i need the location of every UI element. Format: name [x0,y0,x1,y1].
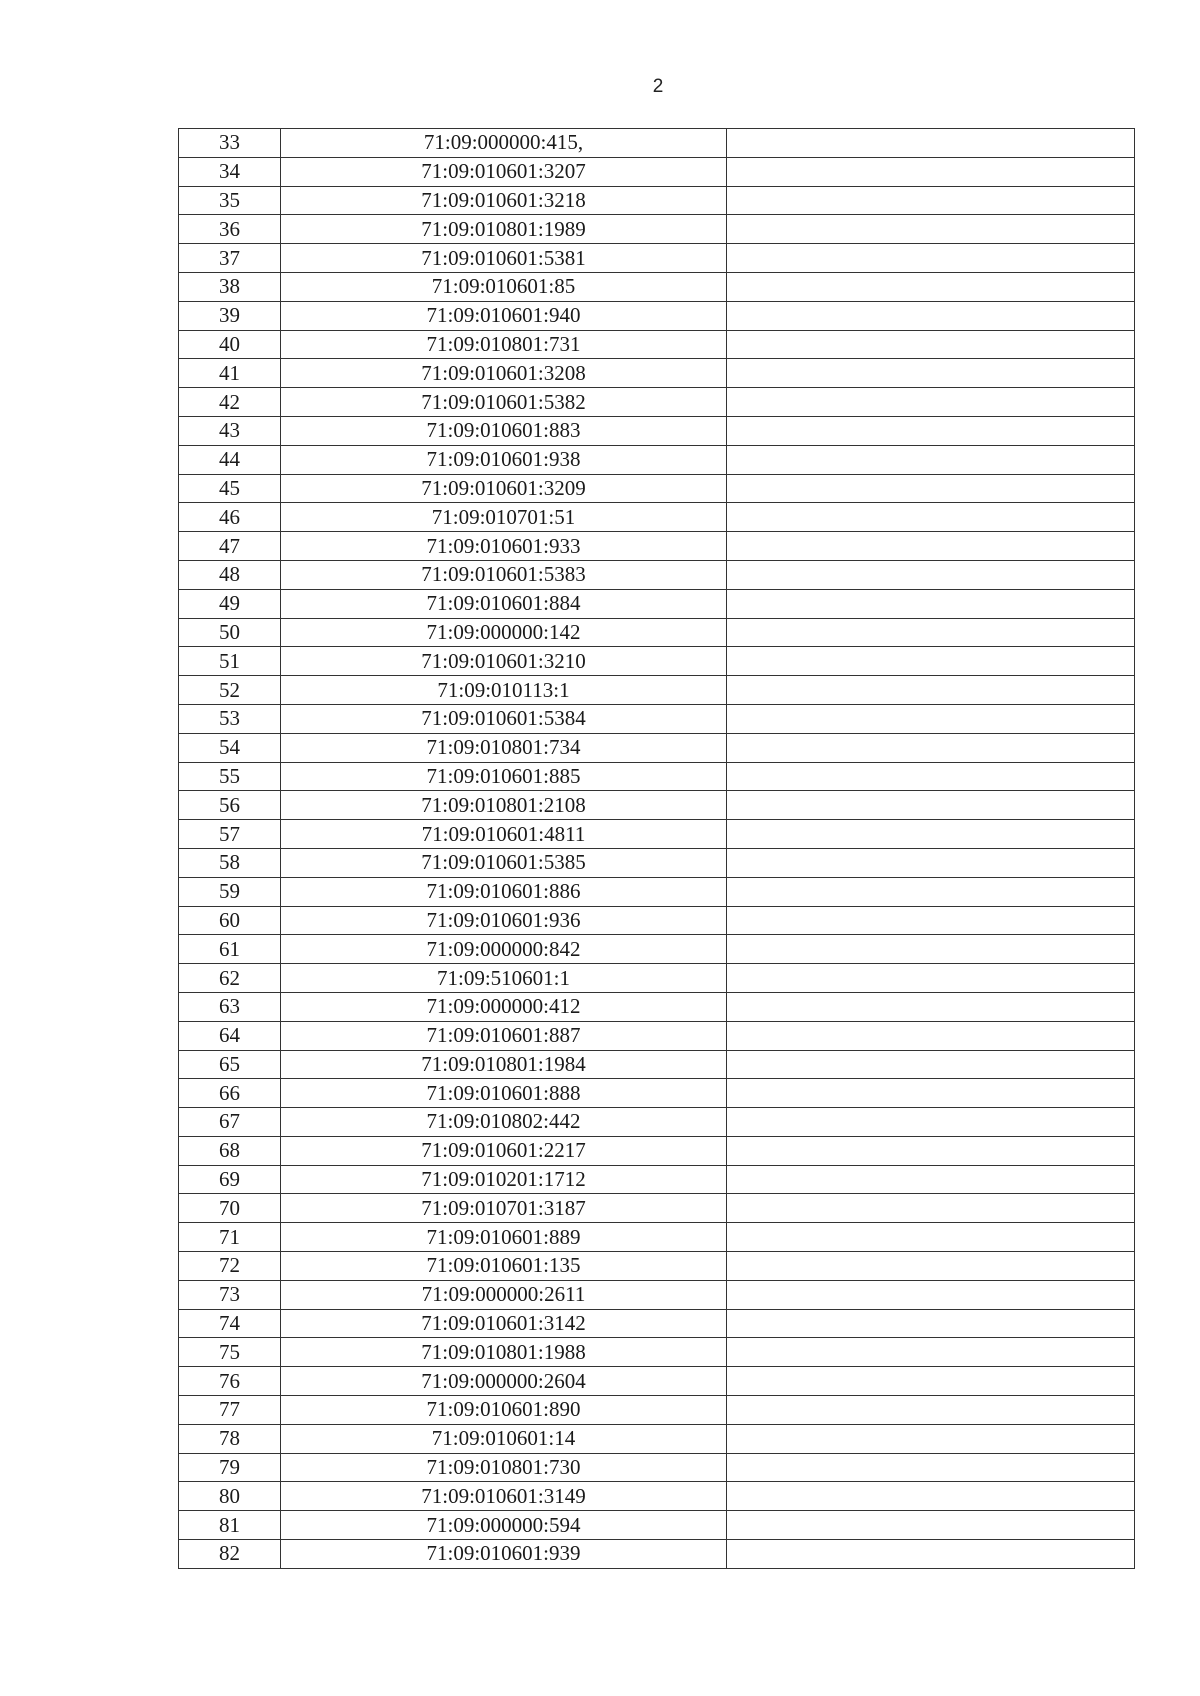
row-number-cell: 62 [179,964,281,993]
cadastral-number-cell: 71:09:000000:412 [281,992,727,1021]
cadastral-number-cell: 71:09:010601:938 [281,445,727,474]
note-cell [727,1165,1135,1194]
cadastral-number-cell: 71:09:010801:1988 [281,1338,727,1367]
table-row [179,1540,1135,1569]
note-cell [727,445,1135,474]
row-number-cell: 75 [179,1338,281,1367]
row-number-cell: 37 [179,244,281,273]
table-row [179,877,1135,906]
table-row [179,1453,1135,1482]
note-cell [727,330,1135,359]
table-row [179,1108,1135,1137]
cadastral-number-cell: 71:09:000000:2604 [281,1367,727,1396]
table-row [179,906,1135,935]
note-cell [727,676,1135,705]
cadastral-number-cell: 71:09:010601:887 [281,1021,727,1050]
cadastral-number-cell: 71:09:010601:5381 [281,244,727,273]
table-row [179,1338,1135,1367]
note-cell [727,359,1135,388]
note-cell [727,1194,1135,1223]
cadastral-number-cell: 71:09:010601:886 [281,877,727,906]
table-row [179,791,1135,820]
row-number-cell: 73 [179,1280,281,1309]
cadastral-number-cell: 71:09:010801:731 [281,330,727,359]
cadastral-table-container [178,128,1134,1569]
note-cell [727,647,1135,676]
note-cell [727,1252,1135,1281]
row-number-cell: 41 [179,359,281,388]
row-number-cell: 58 [179,848,281,877]
note-cell [727,1424,1135,1453]
table-row [179,1252,1135,1281]
cadastral-number-cell: 71:09:010601:14 [281,1424,727,1453]
row-number-cell: 78 [179,1424,281,1453]
row-number-cell: 79 [179,1453,281,1482]
cadastral-number-cell: 71:09:010601:135 [281,1252,727,1281]
row-number-cell: 76 [179,1367,281,1396]
row-number-cell: 61 [179,935,281,964]
note-cell [727,1280,1135,1309]
row-number-cell: 67 [179,1108,281,1137]
cadastral-number-cell: 71:09:010601:3218 [281,186,727,215]
table-row [179,1309,1135,1338]
row-number-cell: 68 [179,1136,281,1165]
note-cell [727,704,1135,733]
row-number-cell: 64 [179,1021,281,1050]
row-number-cell: 77 [179,1396,281,1425]
note-cell [727,301,1135,330]
table-row [179,1367,1135,1396]
note-cell [727,1396,1135,1425]
table-row [179,618,1135,647]
note-cell [727,244,1135,273]
table-row [179,1165,1135,1194]
cadastral-number-cell: 71:09:010601:3209 [281,474,727,503]
table-row [179,503,1135,532]
table-body [179,129,1135,1569]
cadastral-number-cell: 71:09:510601:1 [281,964,727,993]
table-row [179,301,1135,330]
cadastral-number-cell: 71:09:010601:5385 [281,848,727,877]
row-number-cell: 60 [179,906,281,935]
table-row [179,1079,1135,1108]
row-number-cell: 43 [179,416,281,445]
note-cell [727,1136,1135,1165]
cadastral-number-cell: 71:09:010601:890 [281,1396,727,1425]
row-number-cell: 33 [179,129,281,158]
table-row [179,762,1135,791]
table-row [179,820,1135,849]
cadastral-number-cell: 71:09:010601:3208 [281,359,727,388]
cadastral-number-cell: 71:09:010801:1984 [281,1050,727,1079]
note-cell [727,1453,1135,1482]
note-cell [727,992,1135,1021]
row-number-cell: 54 [179,733,281,762]
cadastral-number-cell: 71:09:010601:85 [281,272,727,301]
table-row [179,388,1135,417]
cadastral-number-cell: 71:09:010601:3142 [281,1309,727,1338]
cadastral-number-cell: 71:09:010801:1989 [281,215,727,244]
cadastral-number-cell: 71:09:000000:842 [281,935,727,964]
note-cell [727,618,1135,647]
note-cell [727,1338,1135,1367]
note-cell [727,416,1135,445]
cadastral-number-cell: 71:09:010601:3210 [281,647,727,676]
cadastral-number-cell: 71:09:000000:594 [281,1511,727,1540]
note-cell [727,1540,1135,1569]
row-number-cell: 36 [179,215,281,244]
row-number-cell: 69 [179,1165,281,1194]
table-row [179,330,1135,359]
table-row [179,1136,1135,1165]
table-row [179,474,1135,503]
cadastral-number-cell: 71:09:010601:5383 [281,560,727,589]
row-number-cell: 38 [179,272,281,301]
table-row [179,560,1135,589]
table-row [179,1223,1135,1252]
table-row [179,1050,1135,1079]
table-row [179,272,1135,301]
cadastral-number-cell: 71:09:010601:2217 [281,1136,727,1165]
cadastral-number-cell: 71:09:010601:884 [281,589,727,618]
row-number-cell: 40 [179,330,281,359]
table-row [179,215,1135,244]
cadastral-number-cell: 71:09:010802:442 [281,1108,727,1137]
cadastral-number-cell: 71:09:010601:889 [281,1223,727,1252]
cadastral-number-cell: 71:09:010113:1 [281,676,727,705]
row-number-cell: 70 [179,1194,281,1223]
row-number-cell: 56 [179,791,281,820]
row-number-cell: 39 [179,301,281,330]
table-row [179,359,1135,388]
row-number-cell: 42 [179,388,281,417]
row-number-cell: 48 [179,560,281,589]
cadastral-number-cell: 71:09:010601:3207 [281,157,727,186]
table-row [179,445,1135,474]
table-row [179,1280,1135,1309]
note-cell [727,532,1135,561]
table-row [179,1021,1135,1050]
table-row [179,733,1135,762]
note-cell [727,1021,1135,1050]
cadastral-number-cell: 71:09:010601:5382 [281,388,727,417]
table-row [179,704,1135,733]
row-number-cell: 66 [179,1079,281,1108]
note-cell [727,791,1135,820]
note-cell [727,877,1135,906]
table-row [179,935,1135,964]
table-row [179,244,1135,273]
cadastral-number-cell: 71:09:000000:415, [281,129,727,158]
row-number-cell: 59 [179,877,281,906]
row-number-cell: 46 [179,503,281,532]
note-cell [727,388,1135,417]
table-row [179,676,1135,705]
table-row [179,992,1135,1021]
cadastral-number-cell: 71:09:000000:142 [281,618,727,647]
table-row [179,589,1135,618]
table-row [179,157,1135,186]
table-row [179,129,1135,158]
note-cell [727,733,1135,762]
row-number-cell: 51 [179,647,281,676]
cadastral-number-cell: 71:09:000000:2611 [281,1280,727,1309]
note-cell [727,503,1135,532]
cadastral-number-cell: 71:09:010601:885 [281,762,727,791]
note-cell [727,1511,1135,1540]
cadastral-number-cell: 71:09:010201:1712 [281,1165,727,1194]
note-cell [727,935,1135,964]
note-cell [727,1108,1135,1137]
row-number-cell: 52 [179,676,281,705]
table-row [179,964,1135,993]
note-cell [727,272,1135,301]
note-cell [727,157,1135,186]
note-cell [727,589,1135,618]
row-number-cell: 45 [179,474,281,503]
table-row [179,416,1135,445]
note-cell [727,906,1135,935]
row-number-cell: 74 [179,1309,281,1338]
table-row [179,1194,1135,1223]
row-number-cell: 47 [179,532,281,561]
cadastral-number-cell: 71:09:010601:940 [281,301,727,330]
note-cell [727,762,1135,791]
row-number-cell: 44 [179,445,281,474]
table-row [179,647,1135,676]
row-number-cell: 53 [179,704,281,733]
page-number: 2 [652,76,664,97]
note-cell [727,186,1135,215]
table-row [179,1511,1135,1540]
table-row [179,186,1135,215]
row-number-cell: 72 [179,1252,281,1281]
note-cell [727,129,1135,158]
cadastral-number-cell: 71:09:010601:939 [281,1540,727,1569]
note-cell [727,1079,1135,1108]
note-cell [727,1367,1135,1396]
note-cell [727,848,1135,877]
row-number-cell: 63 [179,992,281,1021]
note-cell [727,820,1135,849]
table-row [179,1482,1135,1511]
note-cell [727,1309,1135,1338]
table-row [179,1396,1135,1425]
row-number-cell: 71 [179,1223,281,1252]
cadastral-number-cell: 71:09:010601:888 [281,1079,727,1108]
cadastral-number-cell: 71:09:010701:3187 [281,1194,727,1223]
note-cell [727,964,1135,993]
row-number-cell: 35 [179,186,281,215]
cadastral-number-cell: 71:09:010801:730 [281,1453,727,1482]
note-cell [727,560,1135,589]
cadastral-number-cell: 71:09:010801:734 [281,733,727,762]
note-cell [727,474,1135,503]
row-number-cell: 82 [179,1540,281,1569]
row-number-cell: 80 [179,1482,281,1511]
row-number-cell: 49 [179,589,281,618]
row-number-cell: 81 [179,1511,281,1540]
row-number-cell: 57 [179,820,281,849]
table-row [179,1424,1135,1453]
cadastral-number-cell: 71:09:010601:4811 [281,820,727,849]
table-row [179,848,1135,877]
cadastral-number-cell: 71:09:010601:883 [281,416,727,445]
cadastral-number-cell: 71:09:010601:3149 [281,1482,727,1511]
note-cell [727,1223,1135,1252]
cadastral-number-cell: 71:09:010701:51 [281,503,727,532]
row-number-cell: 55 [179,762,281,791]
note-cell [727,1050,1135,1079]
cadastral-number-cell: 71:09:010601:5384 [281,704,727,733]
row-number-cell: 65 [179,1050,281,1079]
note-cell [727,215,1135,244]
row-number-cell: 50 [179,618,281,647]
cadastral-number-cell: 71:09:010801:2108 [281,791,727,820]
cadastral-number-cell: 71:09:010601:936 [281,906,727,935]
cadastral-table [178,128,1135,1569]
cadastral-number-cell: 71:09:010601:933 [281,532,727,561]
note-cell [727,1482,1135,1511]
table-row [179,532,1135,561]
row-number-cell: 34 [179,157,281,186]
